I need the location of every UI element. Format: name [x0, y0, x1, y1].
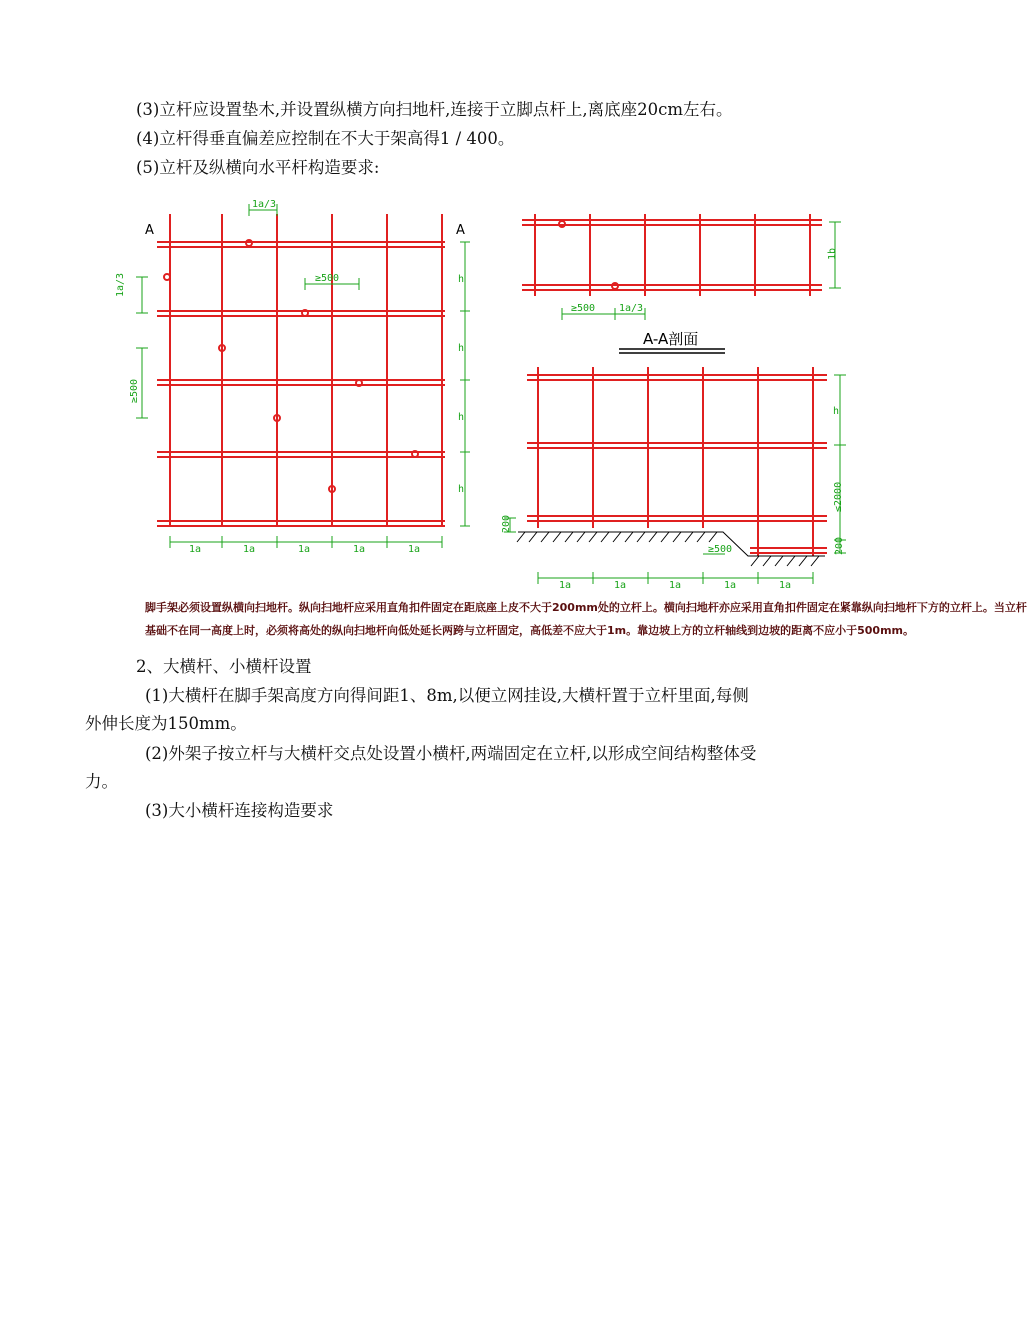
section-mark-left: A: [145, 223, 154, 238]
elevation-dimensions: [136, 204, 470, 548]
section-2-heading: 2、大横杆、小横杆设置: [136, 657, 312, 676]
dim-la-4: 1a: [353, 544, 366, 555]
section-underline: [619, 349, 725, 353]
dim-la-s3: 1a: [669, 580, 682, 591]
dim-la-s4: 1a: [724, 580, 737, 591]
elevation-view: [157, 214, 445, 527]
dim-h-1: h: [458, 274, 465, 285]
dim-la-s1: 1a: [559, 580, 572, 591]
dim-500-slope: ≥500: [708, 544, 733, 555]
dim-lb: 1b: [827, 247, 838, 260]
section-title: A-A剖面: [643, 330, 699, 348]
dim-500-mid: ≥500: [315, 273, 340, 284]
dim-2000: ≤2000: [833, 481, 844, 512]
dim-la-2: 1a: [243, 544, 256, 555]
dim-la-s2: 1a: [614, 580, 627, 591]
item-4: (4)立杆得垂直偏差应控制在不大于架高得1 / 400。: [136, 129, 515, 148]
section-view: [527, 367, 827, 556]
dim-la3-left: 1a/3: [115, 272, 126, 297]
figure-caption-line-1: 脚手架必须设置纵横向扫地杆。纵向扫地杆应采用直角扣件固定在距底座上皮不大于200mm处的立杆上。横向扫地杆亦应采用直角扣件固定在紧靠纵向扫地杆下方的立杆上。当立杆: [145, 601, 1027, 614]
dim-h-3: h: [458, 412, 465, 423]
para-3: (3)大小横杆连接构造要求: [145, 801, 334, 820]
para-1-line-2: 外伸长度为150mm。: [85, 714, 247, 733]
section-mark-right: A: [456, 223, 465, 238]
dim-200-right: 200: [834, 536, 845, 555]
dim-la-1: 1a: [189, 544, 202, 555]
dim-500-plan: ≥500: [571, 303, 596, 314]
item-5: (5)立杆及纵横向水平杆构造要求:: [136, 158, 380, 177]
plan-view: [522, 214, 822, 296]
dim-h-section: h: [833, 406, 840, 417]
para-2-line-1: (2)外架子按立杆与大横杆交点处设置小横杆,两端固定在立杆,以形成空间结构整体受: [145, 744, 757, 763]
para-2-line-2: 力。: [85, 772, 118, 791]
dim-la-3: 1a: [298, 544, 311, 555]
dim-la-5: 1a: [408, 544, 421, 555]
figure-caption-line-2: 基础不在同一高度上时，必须将高处的纵向扫地杆向低处延长两跨与立杆固定，高低差不应大于1m。靠边坡上方的立杆轴线到边坡的距离不应小于500mm。: [145, 624, 914, 637]
dim-200-left: 200: [501, 514, 512, 533]
dim-500-left: ≥500: [129, 378, 140, 403]
dim-h-4: h: [458, 484, 465, 495]
dim-la3-top: 1a/3: [252, 199, 277, 210]
para-1-line-1: (1)大横杆在脚手架高度方向得间距1、8m,以便立网挂设,大横杆置于立杆里面,每侧: [145, 686, 749, 705]
dim-la3-plan: 1a/3: [619, 303, 644, 314]
dim-h-2: h: [458, 343, 465, 354]
dim-la-s5: 1a: [779, 580, 792, 591]
plan-dimensions: [562, 222, 841, 320]
item-3: (3)立杆应设置垫木,并设置纵横方向扫地杆,连接于立脚点杆上,离底座20cm左右。: [136, 100, 733, 119]
scaffold-drawing: [115, 192, 1027, 642]
